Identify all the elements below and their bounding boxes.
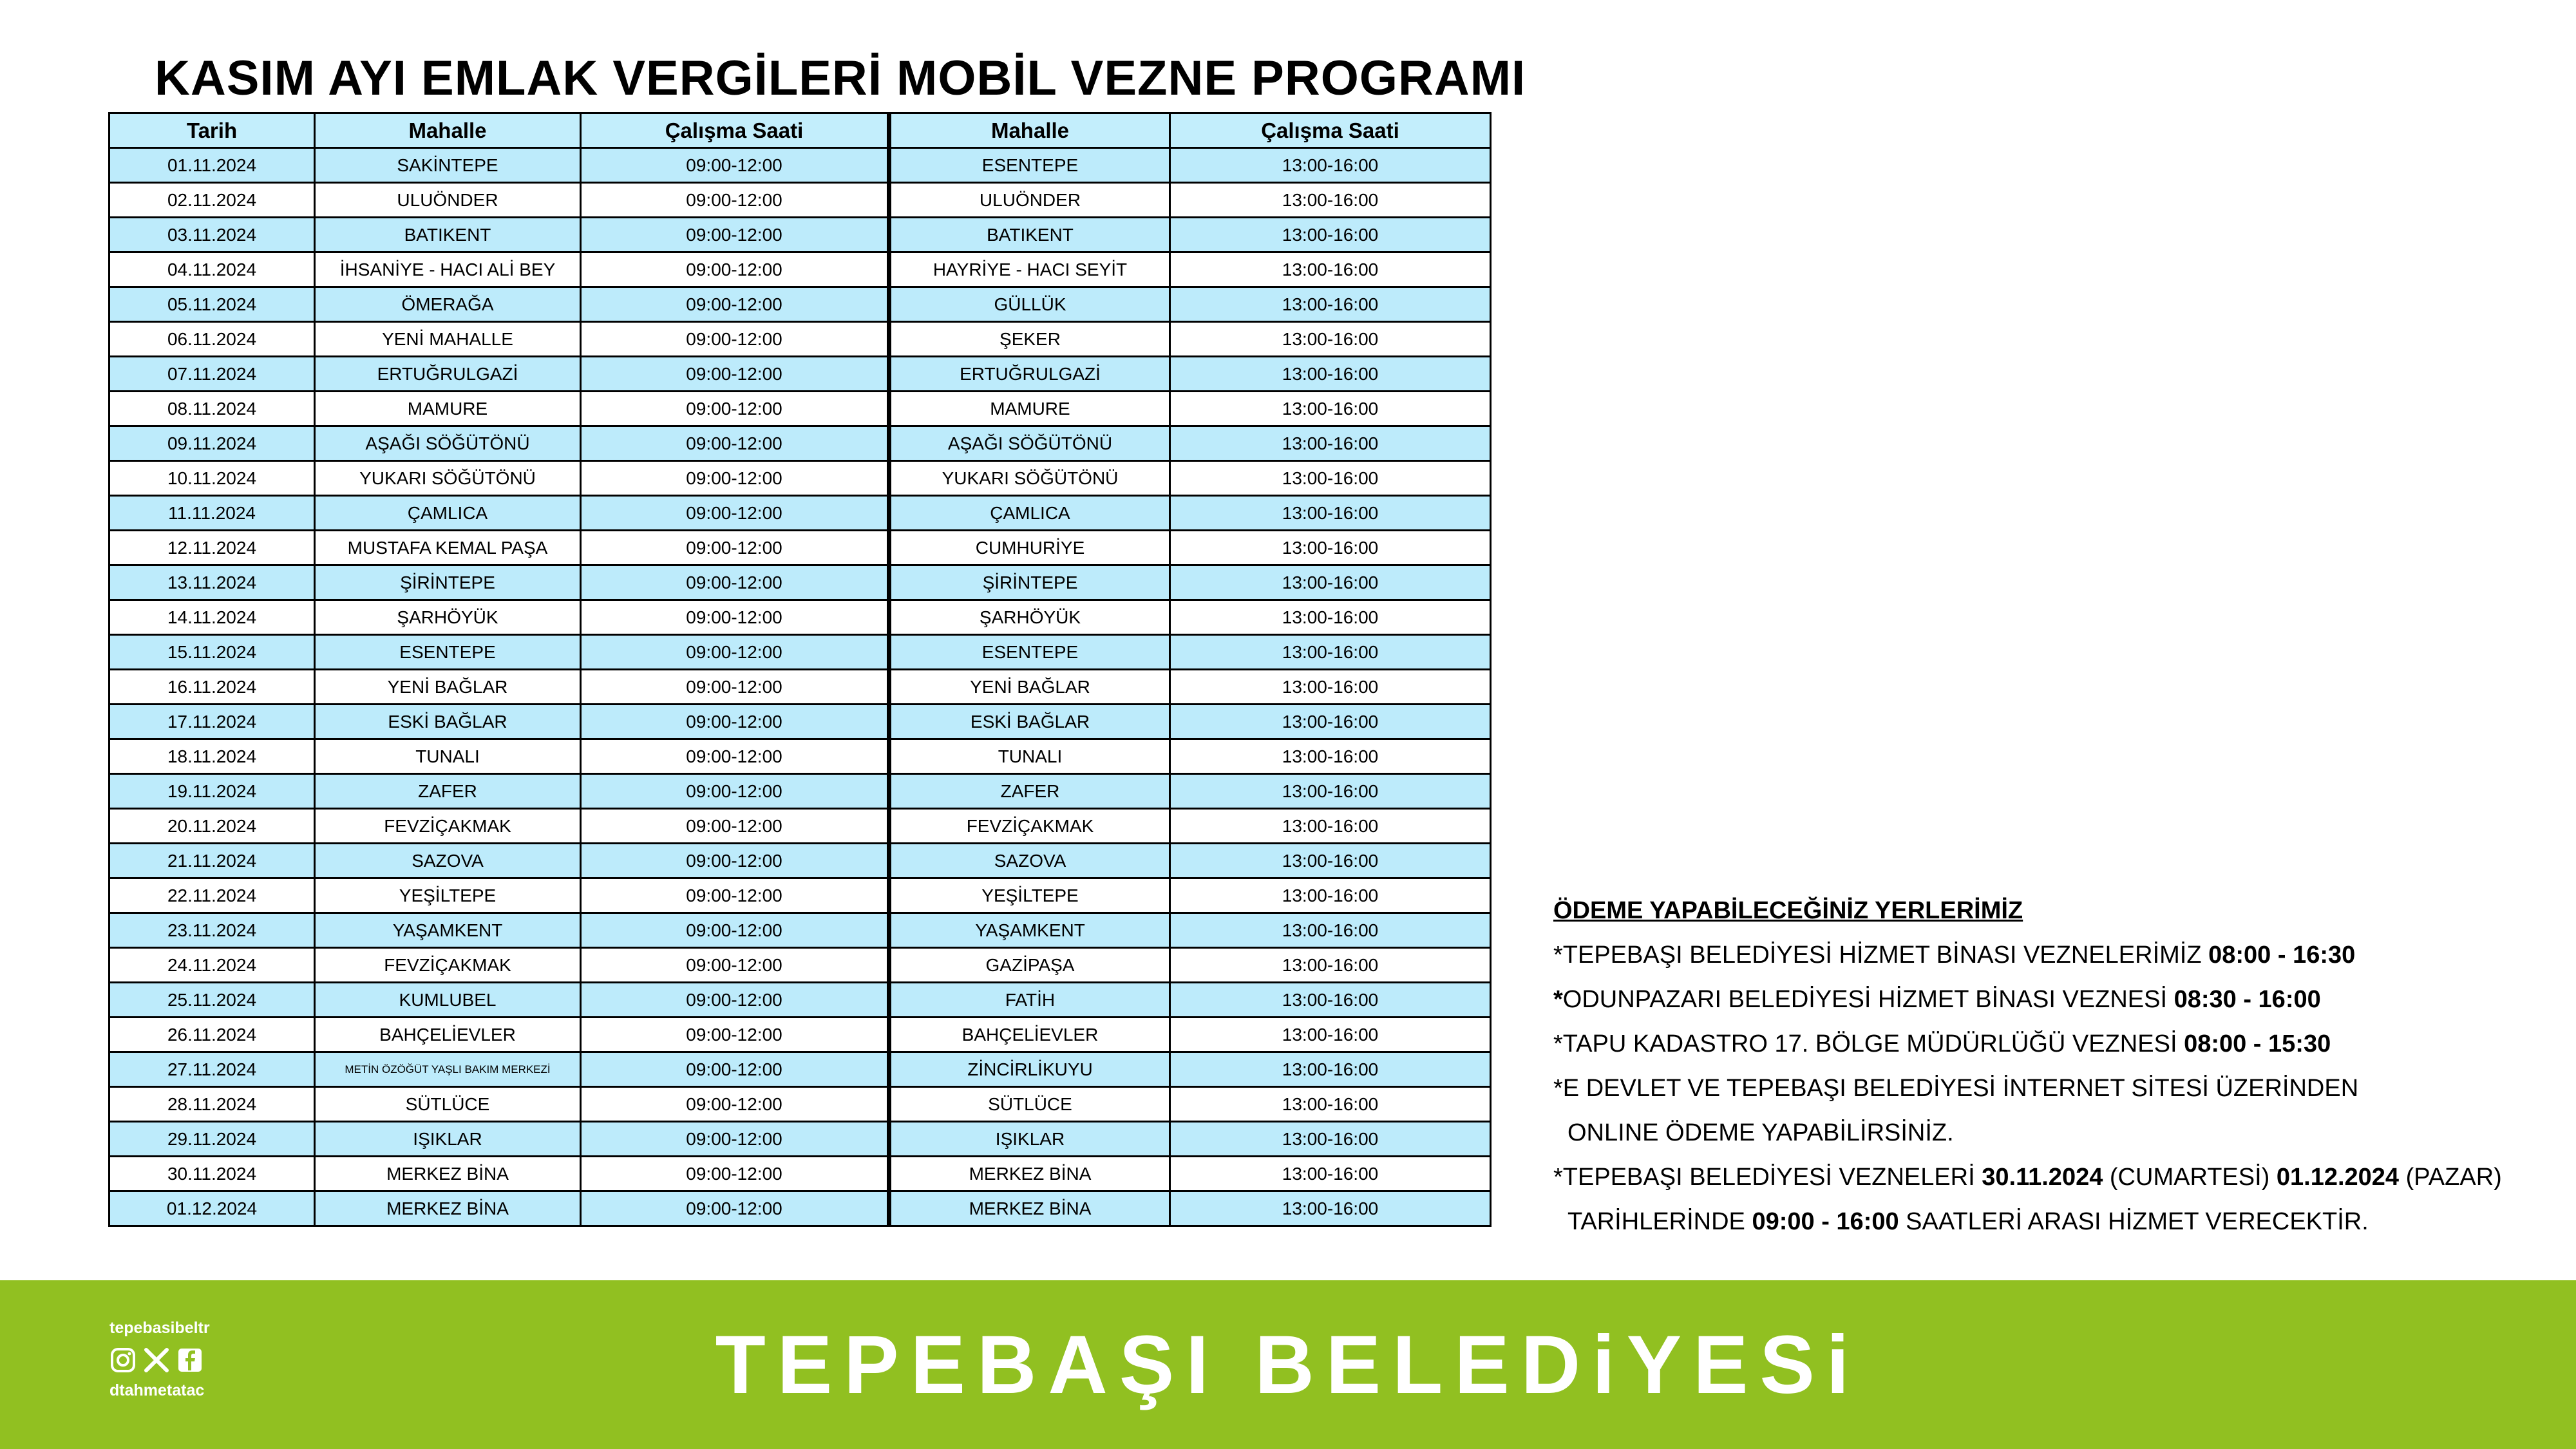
morning-hours-cell: 09:00-12:00 <box>581 1191 889 1226</box>
table-row <box>109 948 1491 983</box>
date-cell: 06.11.2024 <box>109 322 315 357</box>
date-cell: 13.11.2024 <box>109 565 315 600</box>
date-cell: 28.11.2024 <box>109 1087 315 1122</box>
header-morning-neighborhood: Mahalle <box>315 113 581 148</box>
table-row <box>109 635 1491 670</box>
afternoon-hours-cell: 13:00-16:00 <box>1170 948 1491 983</box>
payment-line-6-date-2: 01.12.2024 <box>2276 1164 2400 1191</box>
payment-line-1-time: 08:00 - 16:30 <box>2208 942 2356 969</box>
payment-line-5: ONLINE ÖDEME YAPABİLİRSİNİZ. <box>1567 1119 1954 1146</box>
date-cell: 08.11.2024 <box>109 392 315 426</box>
afternoon-hours-cell: 13:00-16:00 <box>1170 670 1491 705</box>
morning-hours-cell: 09:00-12:00 <box>581 600 889 635</box>
payment-locations <box>1553 889 2558 1244</box>
morning-hours-cell: 09:00-12:00 <box>581 357 889 392</box>
date-cell: 10.11.2024 <box>109 461 315 496</box>
date-cell: 03.11.2024 <box>109 218 315 252</box>
afternoon-neighborhood-cell: IŞIKLAR <box>889 1122 1170 1157</box>
table-header-row <box>109 113 1491 148</box>
table-row <box>109 878 1491 913</box>
table-row <box>109 461 1491 496</box>
afternoon-hours-cell: 13:00-16:00 <box>1170 392 1491 426</box>
morning-hours-cell: 09:00-12:00 <box>581 878 889 913</box>
table-row <box>109 531 1491 565</box>
morning-hours-cell: 09:00-12:00 <box>581 774 889 809</box>
payment-line-1 <box>1553 933 2558 978</box>
table-row <box>109 565 1491 600</box>
header-morning-hours: Çalışma Saati <box>581 113 889 148</box>
date-cell: 19.11.2024 <box>109 774 315 809</box>
afternoon-hours-cell: 13:00-16:00 <box>1170 844 1491 878</box>
table-row <box>109 1087 1491 1122</box>
morning-neighborhood-cell: BATIKENT <box>315 218 581 252</box>
date-cell: 02.11.2024 <box>109 183 315 218</box>
morning-hours-cell: 09:00-12:00 <box>581 392 889 426</box>
afternoon-hours-cell: 13:00-16:00 <box>1170 600 1491 635</box>
table-row <box>109 287 1491 322</box>
morning-neighborhood-cell: MUSTAFA KEMAL PAŞA <box>315 531 581 565</box>
morning-hours-cell: 09:00-12:00 <box>581 739 889 774</box>
date-cell: 17.11.2024 <box>109 705 315 739</box>
table-row <box>109 983 1491 1018</box>
afternoon-hours-cell: 13:00-16:00 <box>1170 218 1491 252</box>
morning-neighborhood-cell: ÖMERAĞA <box>315 287 581 322</box>
morning-neighborhood-cell: AŞAĞI SÖĞÜTÖNÜ <box>315 426 581 461</box>
afternoon-neighborhood-cell: ŞEKER <box>889 322 1170 357</box>
morning-neighborhood-cell: ŞARHÖYÜK <box>315 600 581 635</box>
table-row <box>109 913 1491 948</box>
afternoon-hours-cell: 13:00-16:00 <box>1170 774 1491 809</box>
afternoon-neighborhood-cell: SÜTLÜCE <box>889 1087 1170 1122</box>
date-cell: 21.11.2024 <box>109 844 315 878</box>
morning-neighborhood-cell: İHSANİYE - HACI ALİ BEY <box>315 252 581 287</box>
afternoon-hours-cell: 13:00-16:00 <box>1170 1191 1491 1226</box>
afternoon-neighborhood-cell: MERKEZ BİNA <box>889 1191 1170 1226</box>
date-cell: 23.11.2024 <box>109 913 315 948</box>
afternoon-hours-cell: 13:00-16:00 <box>1170 252 1491 287</box>
header-afternoon-hours: Çalışma Saati <box>1170 113 1491 148</box>
afternoon-neighborhood-cell: ÇAMLICA <box>889 496 1170 531</box>
afternoon-neighborhood-cell: BAHÇELİEVLER <box>889 1018 1170 1052</box>
afternoon-hours-cell: 13:00-16:00 <box>1170 183 1491 218</box>
morning-hours-cell: 09:00-12:00 <box>581 252 889 287</box>
morning-neighborhood-cell: ESENTEPE <box>315 635 581 670</box>
payment-line-2 <box>1553 978 2558 1022</box>
payment-line-2-star: * <box>1553 986 1563 1013</box>
morning-neighborhood-cell: METİN ÖZÖĞÜT YAŞLI BAKIM MERKEZİ <box>315 1052 581 1087</box>
afternoon-hours-cell: 13:00-16:00 <box>1170 1087 1491 1122</box>
morning-neighborhood-cell: ERTUĞRULGAZİ <box>315 357 581 392</box>
date-cell: 26.11.2024 <box>109 1018 315 1052</box>
date-cell: 07.11.2024 <box>109 357 315 392</box>
morning-neighborhood-cell: FEVZİÇAKMAK <box>315 809 581 844</box>
table-row <box>109 322 1491 357</box>
afternoon-neighborhood-cell: AŞAĞI SÖĞÜTÖNÜ <box>889 426 1170 461</box>
morning-neighborhood-cell: SAZOVA <box>315 844 581 878</box>
afternoon-hours-cell: 13:00-16:00 <box>1170 1122 1491 1157</box>
morning-neighborhood-cell: YENİ BAĞLAR <box>315 670 581 705</box>
table-row <box>109 392 1491 426</box>
payment-line-3 <box>1553 1022 2558 1066</box>
morning-neighborhood-cell: FEVZİÇAKMAK <box>315 948 581 983</box>
afternoon-neighborhood-cell: FEVZİÇAKMAK <box>889 809 1170 844</box>
afternoon-hours-cell: 13:00-16:00 <box>1170 1052 1491 1087</box>
morning-hours-cell: 09:00-12:00 <box>581 983 889 1018</box>
date-cell: 05.11.2024 <box>109 287 315 322</box>
table-row <box>109 809 1491 844</box>
schedule-table <box>108 112 1492 1227</box>
date-cell: 25.11.2024 <box>109 983 315 1018</box>
payment-line-2-text: ODUNPAZARI BELEDİYESİ HİZMET BİNASI VEZNESİ <box>1562 986 2174 1013</box>
table-row <box>109 496 1491 531</box>
table-row <box>109 705 1491 739</box>
date-cell: 04.11.2024 <box>109 252 315 287</box>
table-row <box>109 426 1491 461</box>
morning-hours-cell: 09:00-12:00 <box>581 496 889 531</box>
morning-neighborhood-cell: YUKARI SÖĞÜTÖNÜ <box>315 461 581 496</box>
afternoon-neighborhood-cell: HAYRİYE - HACI SEYİT <box>889 252 1170 287</box>
morning-hours-cell: 09:00-12:00 <box>581 1018 889 1052</box>
date-cell: 18.11.2024 <box>109 739 315 774</box>
payment-line-6-c: (PAZAR) <box>2399 1164 2502 1191</box>
afternoon-neighborhood-cell: SAZOVA <box>889 844 1170 878</box>
afternoon-neighborhood-cell: FATİH <box>889 983 1170 1018</box>
payment-line-6-a: *TEPEBAŞI BELEDİYESİ VEZNELERİ <box>1553 1164 1982 1191</box>
date-cell: 29.11.2024 <box>109 1122 315 1157</box>
table-row <box>109 252 1491 287</box>
payment-heading: ÖDEME YAPABİLECEĞİNİZ YERLERİMİZ <box>1553 897 2023 924</box>
afternoon-hours-cell: 13:00-16:00 <box>1170 461 1491 496</box>
morning-neighborhood-cell: YENİ MAHALLE <box>315 322 581 357</box>
morning-neighborhood-cell: MERKEZ BİNA <box>315 1157 581 1191</box>
footer-banner <box>0 1280 2576 1449</box>
morning-hours-cell: 09:00-12:00 <box>581 1122 889 1157</box>
morning-neighborhood-cell: MERKEZ BİNA <box>315 1191 581 1226</box>
afternoon-hours-cell: 13:00-16:00 <box>1170 705 1491 739</box>
morning-hours-cell: 09:00-12:00 <box>581 322 889 357</box>
morning-hours-cell: 09:00-12:00 <box>581 426 889 461</box>
page-title: KASIM AYI EMLAK VERGİLERİ MOBİL VEZNE PROGRAMI <box>155 51 1526 106</box>
payment-line-7-a: TARİHLERİNDE <box>1567 1208 1752 1235</box>
morning-neighborhood-cell: ULUÖNDER <box>315 183 581 218</box>
date-cell: 30.11.2024 <box>109 1157 315 1191</box>
table-row <box>109 600 1491 635</box>
morning-hours-cell: 09:00-12:00 <box>581 148 889 183</box>
morning-hours-cell: 09:00-12:00 <box>581 1157 889 1191</box>
date-cell: 14.11.2024 <box>109 600 315 635</box>
payment-line-1-text: *TEPEBAŞI BELEDİYESİ HİZMET BİNASI VEZNELERİMİZ <box>1553 942 2209 969</box>
afternoon-hours-cell: 13:00-16:00 <box>1170 148 1491 183</box>
morning-neighborhood-cell: KUMLUBEL <box>315 983 581 1018</box>
date-cell: 12.11.2024 <box>109 531 315 565</box>
morning-hours-cell: 09:00-12:00 <box>581 809 889 844</box>
morning-neighborhood-cell: IŞIKLAR <box>315 1122 581 1157</box>
morning-hours-cell: 09:00-12:00 <box>581 287 889 322</box>
date-cell: 01.12.2024 <box>109 1191 315 1226</box>
morning-neighborhood-cell: MAMURE <box>315 392 581 426</box>
table-row <box>109 844 1491 878</box>
morning-neighborhood-cell: BAHÇELİEVLER <box>315 1018 581 1052</box>
payment-line-3-time: 08:00 - 15:30 <box>2184 1030 2331 1057</box>
morning-hours-cell: 09:00-12:00 <box>581 565 889 600</box>
afternoon-hours-cell: 13:00-16:00 <box>1170 426 1491 461</box>
payment-line-2-time: 08:30 - 16:00 <box>2174 986 2321 1013</box>
social-handle-top: tepebasibeltr <box>109 1319 210 1337</box>
table-row <box>109 739 1491 774</box>
table-row <box>109 183 1491 218</box>
afternoon-neighborhood-cell: ZAFER <box>889 774 1170 809</box>
morning-hours-cell: 09:00-12:00 <box>581 531 889 565</box>
morning-neighborhood-cell: YEŞİLTEPE <box>315 878 581 913</box>
payment-line-7-time: 09:00 - 16:00 <box>1752 1208 1899 1235</box>
date-cell: 15.11.2024 <box>109 635 315 670</box>
payment-line-6-b: (CUMARTESİ) <box>2103 1164 2277 1191</box>
afternoon-hours-cell: 13:00-16:00 <box>1170 496 1491 531</box>
afternoon-neighborhood-cell: YEŞİLTEPE <box>889 878 1170 913</box>
header-afternoon-neighborhood: Mahalle <box>889 113 1170 148</box>
afternoon-hours-cell: 13:00-16:00 <box>1170 739 1491 774</box>
afternoon-hours-cell: 13:00-16:00 <box>1170 913 1491 948</box>
afternoon-hours-cell: 13:00-16:00 <box>1170 287 1491 322</box>
morning-hours-cell: 09:00-12:00 <box>581 183 889 218</box>
morning-hours-cell: 09:00-12:00 <box>581 461 889 496</box>
morning-neighborhood-cell: YAŞAMKENT <box>315 913 581 948</box>
date-cell: 16.11.2024 <box>109 670 315 705</box>
morning-neighborhood-cell: SAKİNTEPE <box>315 148 581 183</box>
payment-line-7 <box>1553 1200 2558 1244</box>
afternoon-neighborhood-cell: ESENTEPE <box>889 148 1170 183</box>
table-row <box>109 1052 1491 1087</box>
payment-line-7-b: SAATLERİ ARASI HİZMET VERECEKTİR. <box>1899 1208 2369 1235</box>
morning-hours-cell: 09:00-12:00 <box>581 1052 889 1087</box>
afternoon-neighborhood-cell: GÜLLÜK <box>889 287 1170 322</box>
morning-hours-cell: 09:00-12:00 <box>581 218 889 252</box>
table-row <box>109 670 1491 705</box>
afternoon-hours-cell: 13:00-16:00 <box>1170 1157 1491 1191</box>
afternoon-neighborhood-cell: MERKEZ BİNA <box>889 1157 1170 1191</box>
table-row <box>109 1157 1491 1191</box>
afternoon-neighborhood-cell: ERTUĞRULGAZİ <box>889 357 1170 392</box>
afternoon-hours-cell: 13:00-16:00 <box>1170 983 1491 1018</box>
morning-hours-cell: 09:00-12:00 <box>581 1087 889 1122</box>
payment-line-6-date-1: 30.11.2024 <box>1982 1164 2103 1191</box>
afternoon-hours-cell: 13:00-16:00 <box>1170 1018 1491 1052</box>
afternoon-hours-cell: 13:00-16:00 <box>1170 357 1491 392</box>
table-row <box>109 1122 1491 1157</box>
date-cell: 22.11.2024 <box>109 878 315 913</box>
afternoon-neighborhood-cell: ULUÖNDER <box>889 183 1170 218</box>
morning-neighborhood-cell: ŞİRİNTEPE <box>315 565 581 600</box>
afternoon-hours-cell: 13:00-16:00 <box>1170 809 1491 844</box>
afternoon-neighborhood-cell: YUKARI SÖĞÜTÖNÜ <box>889 461 1170 496</box>
morning-neighborhood-cell: ZAFER <box>315 774 581 809</box>
municipality-brand: TEPEBAŞI BELEDiYESi <box>715 1319 1861 1411</box>
table-row <box>109 357 1491 392</box>
morning-hours-cell: 09:00-12:00 <box>581 670 889 705</box>
morning-neighborhood-cell: ESKİ BAĞLAR <box>315 705 581 739</box>
afternoon-hours-cell: 13:00-16:00 <box>1170 565 1491 600</box>
morning-hours-cell: 09:00-12:00 <box>581 913 889 948</box>
date-cell: 20.11.2024 <box>109 809 315 844</box>
afternoon-hours-cell: 13:00-16:00 <box>1170 322 1491 357</box>
table-row <box>109 1191 1491 1226</box>
afternoon-neighborhood-cell: YAŞAMKENT <box>889 913 1170 948</box>
morning-hours-cell: 09:00-12:00 <box>581 635 889 670</box>
afternoon-neighborhood-cell: ŞİRİNTEPE <box>889 565 1170 600</box>
date-cell: 27.11.2024 <box>109 1052 315 1087</box>
morning-neighborhood-cell: SÜTLÜCE <box>315 1087 581 1122</box>
header-date: Tarih <box>109 113 315 148</box>
afternoon-neighborhood-cell: TUNALI <box>889 739 1170 774</box>
table-row <box>109 774 1491 809</box>
afternoon-neighborhood-cell: ŞARHÖYÜK <box>889 600 1170 635</box>
date-cell: 01.11.2024 <box>109 148 315 183</box>
date-cell: 09.11.2024 <box>109 426 315 461</box>
afternoon-neighborhood-cell: ESKİ BAĞLAR <box>889 705 1170 739</box>
morning-hours-cell: 09:00-12:00 <box>581 705 889 739</box>
date-cell: 24.11.2024 <box>109 948 315 983</box>
morning-neighborhood-cell: TUNALI <box>315 739 581 774</box>
morning-neighborhood-cell: ÇAMLICA <box>315 496 581 531</box>
afternoon-neighborhood-cell: CUMHURİYE <box>889 531 1170 565</box>
payment-line-3-text: *TAPU KADASTRO 17. BÖLGE MÜDÜRLÜĞÜ VEZNESİ <box>1553 1030 2184 1057</box>
table-row <box>109 218 1491 252</box>
morning-hours-cell: 09:00-12:00 <box>581 948 889 983</box>
morning-hours-cell: 09:00-12:00 <box>581 844 889 878</box>
afternoon-neighborhood-cell: ZİNCİRLİKUYU <box>889 1052 1170 1087</box>
afternoon-hours-cell: 13:00-16:00 <box>1170 878 1491 913</box>
afternoon-neighborhood-cell: ESENTEPE <box>889 635 1170 670</box>
social-handle-bottom: dtahmetatac <box>109 1381 205 1399</box>
table-row <box>109 148 1491 183</box>
table-row <box>109 1018 1491 1052</box>
afternoon-hours-cell: 13:00-16:00 <box>1170 635 1491 670</box>
date-cell: 11.11.2024 <box>109 496 315 531</box>
afternoon-neighborhood-cell: GAZİPAŞA <box>889 948 1170 983</box>
payment-line-6 <box>1553 1155 2558 1200</box>
afternoon-hours-cell: 13:00-16:00 <box>1170 531 1491 565</box>
afternoon-neighborhood-cell: BATIKENT <box>889 218 1170 252</box>
payment-line-4: *E DEVLET VE TEPEBAŞI BELEDİYESİ İNTERNET SİTESİ ÜZERİNDEN <box>1553 1075 2359 1102</box>
afternoon-neighborhood-cell: MAMURE <box>889 392 1170 426</box>
afternoon-neighborhood-cell: YENİ BAĞLAR <box>889 670 1170 705</box>
